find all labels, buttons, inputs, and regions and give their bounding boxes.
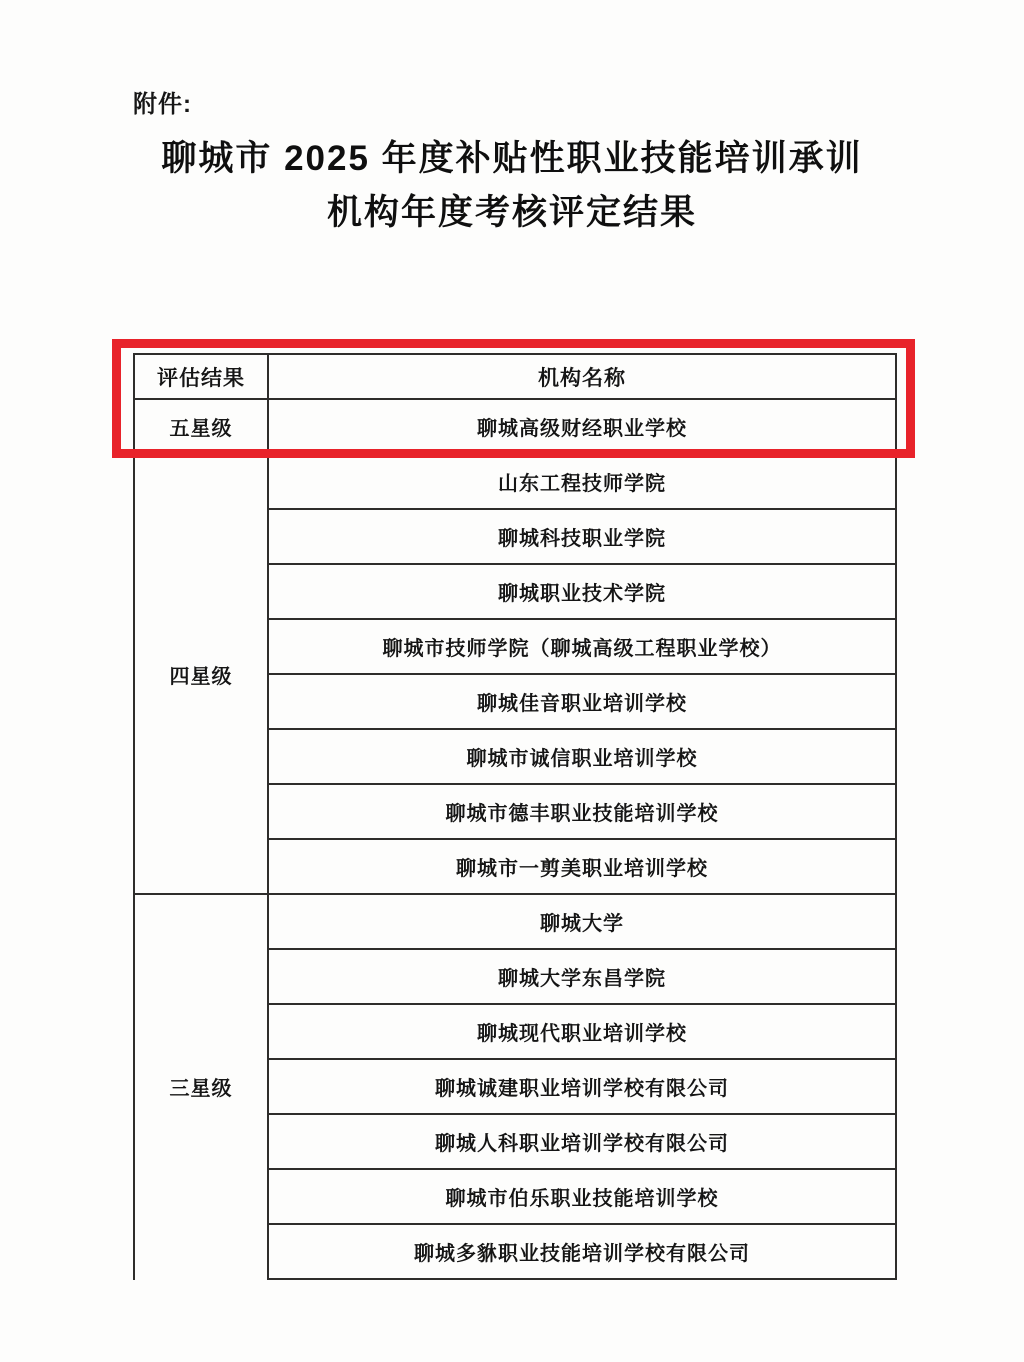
- page-title-line1: 聊城市 2025 年度补贴性职业技能培训承训: [161, 139, 863, 178]
- page-title-line2: 机构年度考核评定结果: [326, 193, 697, 232]
- rating-cell: 五星级: [134, 399, 268, 454]
- institution-cell: 聊城职业技术学院: [268, 564, 896, 619]
- institution-cell: 聊城现代职业培训学校: [268, 1004, 896, 1059]
- institution-cell: 聊城高级财经职业学校: [268, 399, 896, 454]
- page-title: [0, 132, 1024, 240]
- institution-cell: 聊城市诚信职业培训学校: [268, 729, 896, 784]
- institution-cell: 聊城市技师学院（聊城高级工程职业学校）: [268, 619, 896, 674]
- column-header-institution: 机构名称: [268, 354, 896, 399]
- attachment-label: 附件:: [133, 91, 192, 118]
- table-row: [134, 399, 896, 454]
- institution-cell: 聊城佳音职业培训学校: [268, 674, 896, 729]
- results-table-wrap: [133, 353, 897, 1280]
- institution-cell: 聊城市德丰职业技能培训学校: [268, 784, 896, 839]
- institution-cell: 聊城多貅职业技能培训学校有限公司: [268, 1224, 896, 1279]
- table-body: [134, 399, 896, 1279]
- institution-cell: 山东工程技师学院: [268, 454, 896, 509]
- table-row: [134, 894, 896, 949]
- table-header-row: [134, 354, 896, 399]
- institution-cell: 聊城大学东昌学院: [268, 949, 896, 1004]
- institution-cell: 聊城大学: [268, 894, 896, 949]
- table-row: [134, 454, 896, 509]
- institution-cell: 聊城诚建职业培训学校有限公司: [268, 1059, 896, 1114]
- results-table: [133, 353, 897, 1280]
- rating-cell: 三星级: [134, 894, 268, 1279]
- institution-cell: 聊城科技职业学院: [268, 509, 896, 564]
- institution-cell: 聊城市一剪美职业培训学校: [268, 839, 896, 894]
- institution-cell: 聊城人科职业培训学校有限公司: [268, 1114, 896, 1169]
- rating-cell: 四星级: [134, 454, 268, 894]
- institution-cell: 聊城市伯乐职业技能培训学校: [268, 1169, 896, 1224]
- column-header-rating: 评估结果: [134, 354, 268, 399]
